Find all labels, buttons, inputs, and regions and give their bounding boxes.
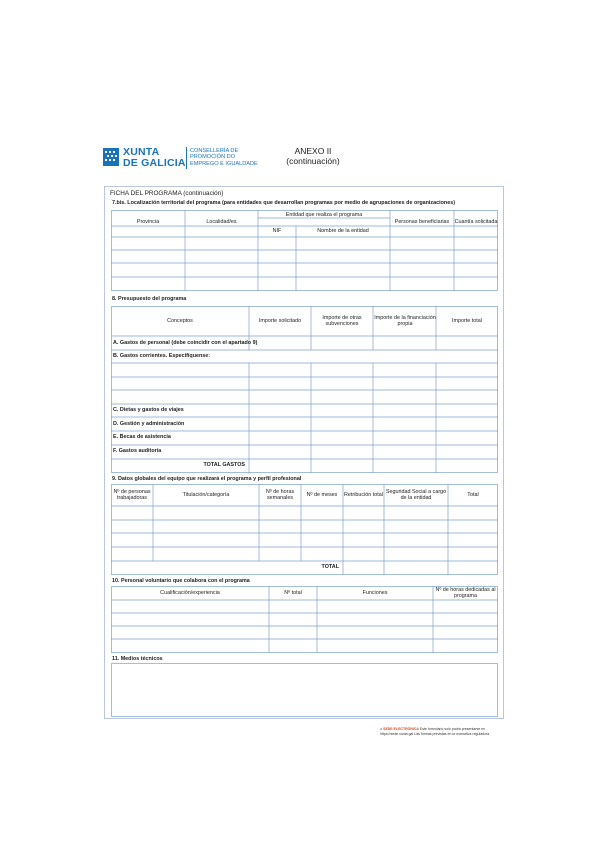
row-gestion: D. Gestión y administración bbox=[113, 421, 185, 427]
col-total: Total bbox=[467, 492, 479, 498]
row-gastos-personal: A. Gastos de personal (debe coincidir con el apartado 9) bbox=[113, 340, 258, 346]
row-dietas: C. Dietas y gastos de viajes bbox=[113, 407, 184, 413]
section8-heading: 8. Presupuesto del programa bbox=[112, 296, 187, 302]
col-num-personas: Nº de personas trabajadoras bbox=[113, 489, 151, 502]
col-funciones: Funciones bbox=[362, 590, 388, 596]
sede-label: SEDE ELECTRÓNICA bbox=[383, 727, 419, 731]
section7-heading: 7.bis. Localización territorial del programa (para entidades que desarrollan programas por medio de agrupaciones de organizaciones) bbox=[112, 200, 455, 206]
row-becas: E. Becas de asistencia bbox=[113, 434, 171, 440]
xunta-emblem-icon bbox=[103, 148, 119, 166]
logo-text: XUNTA DE GALICIA bbox=[123, 146, 186, 169]
section9-heading: 9. Datos globales del equipo que realizará el programa y perfil profesional bbox=[112, 476, 302, 482]
col-horas-dedicadas: Nº de horas dedicadas al programa bbox=[435, 587, 496, 600]
sede-logo-icon: ● bbox=[380, 727, 383, 731]
col-nombre-entidad: Nombre de la entidad bbox=[317, 228, 369, 234]
section8-grid bbox=[111, 306, 499, 474]
col-retribucion: Retribución total bbox=[344, 492, 383, 498]
row-gastos-corrientes: B. Gastos corrientes. Especifíquense: bbox=[113, 353, 211, 359]
col-nif: NIF bbox=[272, 228, 282, 234]
row-total: TOTAL bbox=[321, 564, 339, 570]
col-importe-otras: Importe de otras subvenciones bbox=[322, 315, 362, 328]
sede-text-1: Este formulario solo podrá presentarse en bbox=[419, 727, 486, 731]
section11-heading: 11. Medios técnicos bbox=[112, 656, 163, 662]
section10-heading: 10. Personal voluntario que colabora con el programa bbox=[112, 578, 250, 584]
consellaria-name: CONSELLERÍA DE PROMOCIÓN DO EMPREGO E IGUALDADE bbox=[190, 148, 258, 167]
logo-divider bbox=[186, 147, 187, 169]
anexo-title: ANEXO II (continuación) bbox=[286, 146, 340, 166]
sede-text-2: https://sede.xunta.gal Las formas previstas en la normativa reguladora bbox=[380, 732, 490, 736]
form-title: FICHA DEL PROGRAMA (continuación) bbox=[110, 190, 224, 197]
col-entidad: Entidad que realiza el programa bbox=[285, 212, 363, 218]
col-cualificacion: Cualificación/experiencia bbox=[160, 590, 220, 596]
col-titulacion: Titulación/categoría bbox=[182, 492, 230, 498]
col-meses: Nº de meses bbox=[306, 492, 338, 498]
row-auditoria: F. Gastos auditoría bbox=[113, 448, 162, 454]
col-seguridad-social: Seguridad Social a cargo de la entidad bbox=[385, 489, 447, 502]
sede-electronica-note bbox=[380, 727, 505, 737]
row-total-gastos: TOTAL GASTOS bbox=[203, 462, 245, 468]
section11-field bbox=[111, 663, 499, 718]
col-cuantia: Cuantía solicitada bbox=[454, 219, 498, 225]
col-provincia: Provincia bbox=[136, 219, 160, 225]
col-localidades: Localidad/es bbox=[206, 219, 237, 225]
col-personas: Personas beneficiarias bbox=[394, 219, 450, 225]
col-num-total: Nº total bbox=[284, 590, 302, 596]
col-importe-financiacion: Importe de la financiación propia bbox=[374, 315, 436, 328]
col-importe-solicitado: Importe solicitado bbox=[258, 318, 302, 324]
col-horas-semanales: Nº de horas semanales bbox=[265, 489, 295, 502]
page-header bbox=[103, 146, 403, 176]
col-conceptos: Conceptos bbox=[167, 318, 193, 324]
col-importe-total: Importe total bbox=[452, 318, 482, 324]
